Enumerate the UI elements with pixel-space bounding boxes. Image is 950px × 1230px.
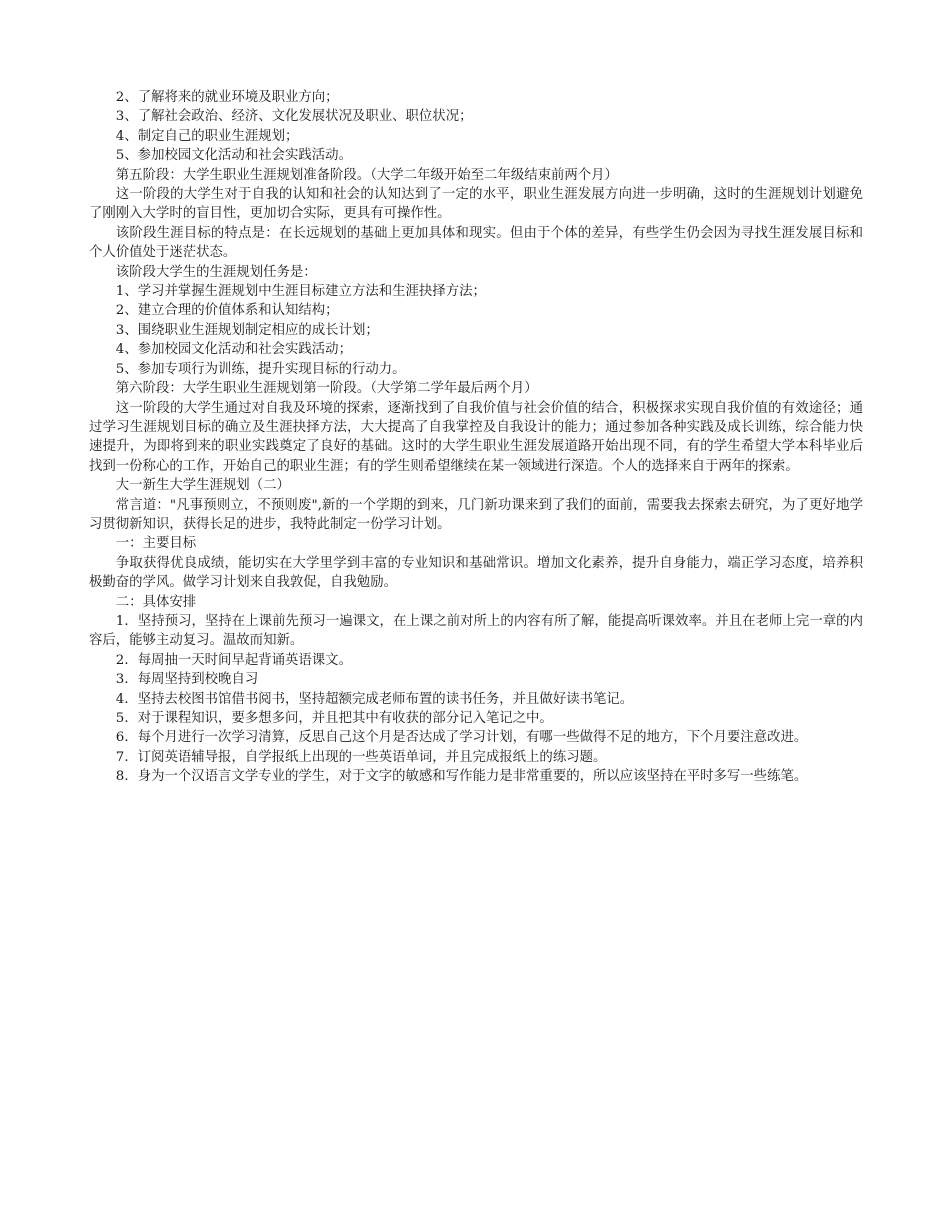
list-item: 3．每周坚持到校晚自习 <box>115 672 259 688</box>
list-item: 1、学习并掌握生涯规划中生涯目标建立方法和生涯抉择方法； <box>115 284 486 300</box>
section-heading: 第六阶段：大学生职业生涯规划第一阶段。（大学第二学年最后两个月） <box>115 381 538 397</box>
list-item: 8．身为一个汉语言文学专业的学生，对于文字的敏感和写作能力是非常重要的，所以应该坚持在平时多写一些练笔。 <box>115 769 808 785</box>
list-item: 4．坚持去校图书馆借书阅书，坚持超额完成老师布置的读书任务，并且做好读书笔记。 <box>115 691 634 707</box>
paragraph: 这一阶段的大学生对于自我的认知和社会的认知达到了一定的水平，职业生涯发展方向进一步明确，这时的生涯规划计划避免了刚刚入大学时的盲目性，更加切合实际，更具有可操作性。 <box>89 187 863 222</box>
section-heading: 第五阶段：大学生职业生涯规划准备阶段。（大学二年级开始至二年级结束前两个月） <box>115 167 618 183</box>
paragraph: 常言道："凡事预则立，不预则废",新的一个学期的到来，几门新功课来到了我们的面前，需要我去探索去研究，为了更好地学习贯彻新知识，获得长足的进步，我特此制定一份学习计划。 <box>89 497 863 532</box>
section-heading: 一：主要目标 <box>115 536 197 552</box>
list-item: 5、参加专项行为训练，提升实现目标的行动力。 <box>115 361 406 377</box>
paragraph: 争取获得优良成绩，能切实在大学里学到丰富的专业知识和基础常识。增加文化素养，提升自身能力，端正学习态度，培养积极勤奋的学风。做学习计划来自我敦促，自我勉励。 <box>89 555 863 591</box>
list-item: 2．每周抽一天时间早起背诵英语课文。 <box>115 652 352 668</box>
list-item: 4、制定自己的职业生涯规划； <box>115 128 299 144</box>
list-item: 6．每个月进行一次学习清算，反思自己这个月是否达成了学习计划，有哪一些做得不足的地方，下个月要注意改进。 <box>115 730 808 746</box>
list-item: 5．对于课程知识，要多想多问，并且把其中有收获的部分记入笔记之中。 <box>115 711 553 726</box>
list-item: 7．订阅英语辅导报，自学报纸上出现的一些英语单词，并且完成报纸上的练习题。 <box>115 749 607 765</box>
list-item: 5、参加校园文化活动和社会实践活动。 <box>115 148 352 164</box>
list-item: 3、围绕职业生涯规划制定相应的成长计划； <box>115 322 379 338</box>
document-body <box>89 88 863 787</box>
section-heading: 二：具体安排 <box>115 594 197 610</box>
paragraph: 这一阶段的大学生通过对自我及环境的探索，逐渐找到了自我价值与社会价值的结合，积极探求实现自我价值的有效途径；通过学习生涯规划目标的确立及生涯抉择方法，大大提高了自我掌控及自我设计的能力；通过参加各种实践及成长训练，综合能力快速提升，为即将到来的职业实践奠定了良好的基础。这时的大学生职业生涯发展道路开始出现不同，有的学生希望大学本科毕业后找到一份称心的工作，开始自己的职业生涯；有的学生则希望继续在某一领域进行深造。个人的选择来自于两年的探索。 <box>89 400 863 474</box>
list-item: 1．坚持预习，坚持在上课前先预习一遍课文，在上课之前对所上的内容有所了解，能提高听课效率。并且在老师上完一章的内容后，能够主动复习。温故而知新。 <box>89 613 863 649</box>
paragraph: 该阶段生涯目标的特点是：在长远规划的基础上更加具体和现实。但由于个体的差异，有些学生仍会因为寻找生涯发展目标和个人价值处于迷茫状态。 <box>89 225 863 261</box>
list-item: 2、建立合理的价值体系和认知结构； <box>115 303 339 319</box>
list-item: 4、参加校园文化活动和社会实践活动； <box>115 342 352 358</box>
list-item: 3、了解社会政治、经济、文化发展状况及职业、职位状况； <box>115 109 473 125</box>
paragraph: 该阶段大学生的生涯规划任务是： <box>115 264 317 280</box>
list-item: 2、了解将来的就业环境及职业方向； <box>115 90 339 105</box>
section-title: 大一新生大学生涯规划（二） <box>115 478 290 494</box>
